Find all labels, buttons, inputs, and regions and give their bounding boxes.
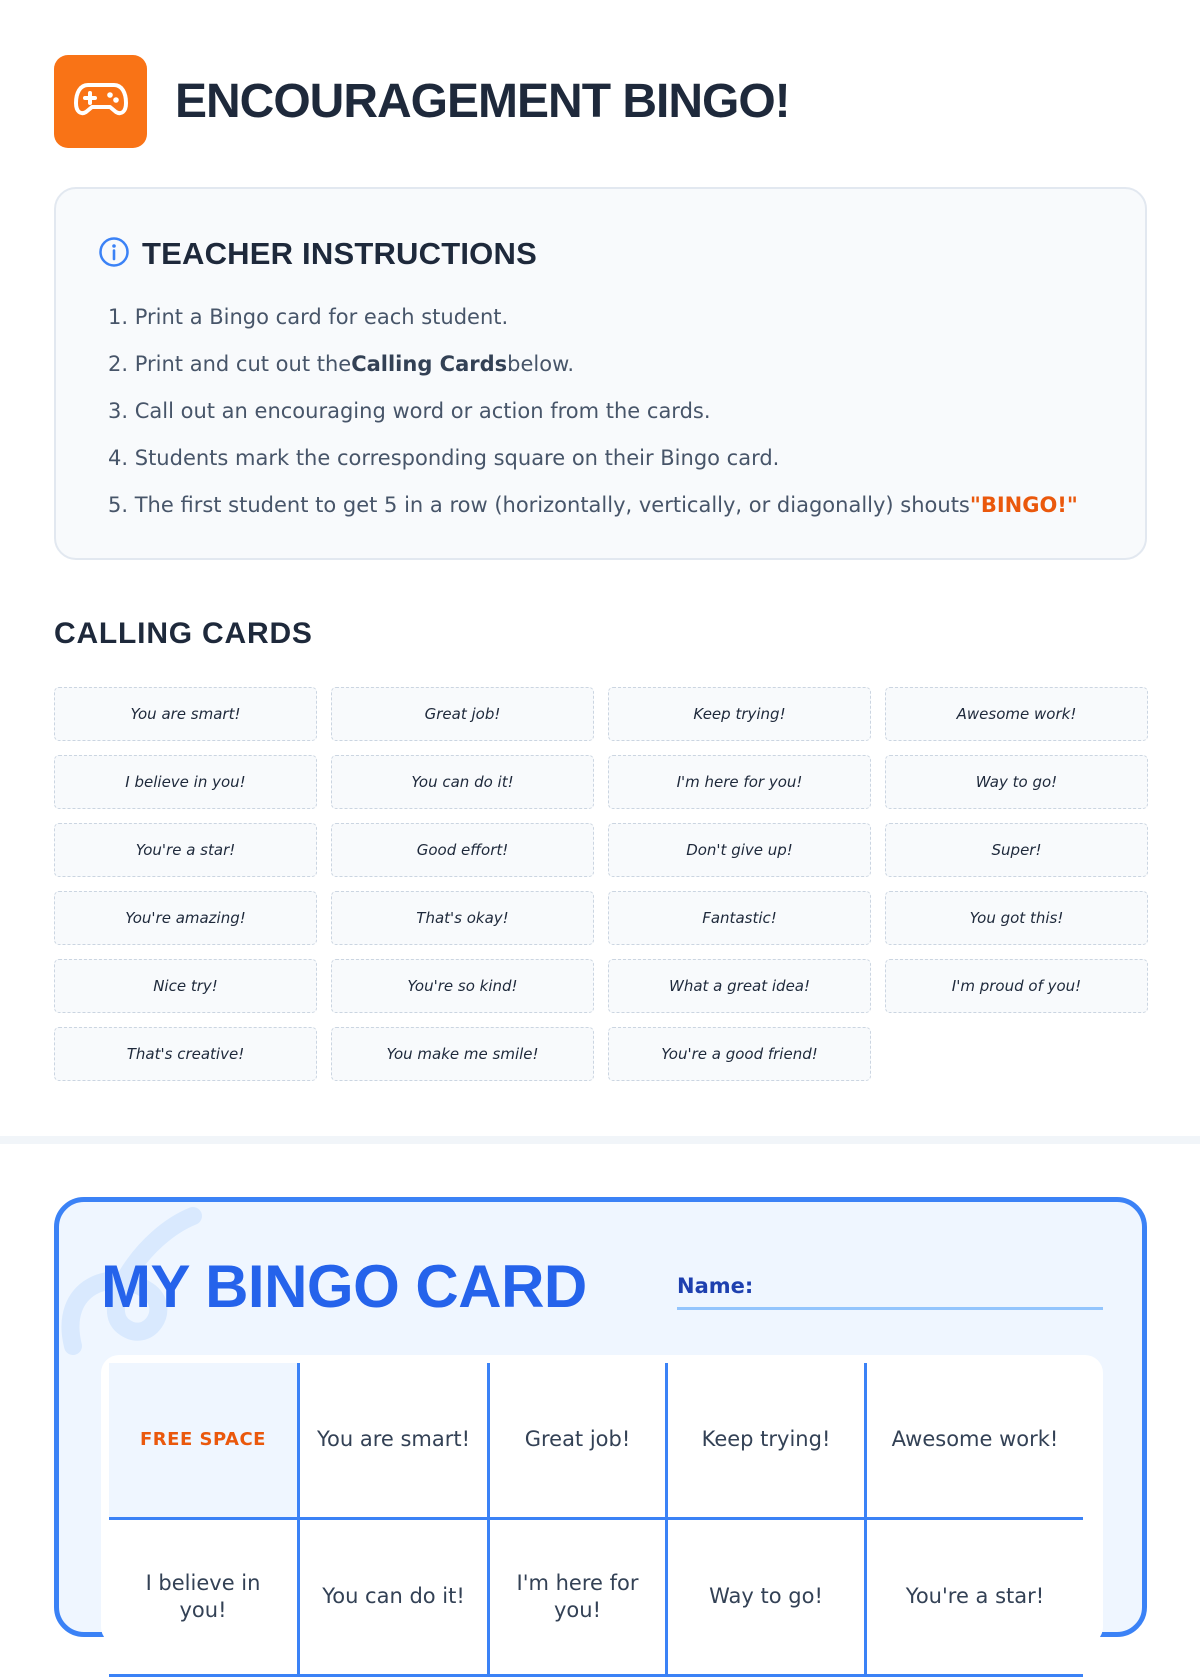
bingo-cell[interactable]: I believe in you! [109,1520,300,1677]
bingo-cell-free-space[interactable]: FREE SPACE [109,1363,300,1520]
bingo-card-title: MY BINGO CARD [101,1253,587,1320]
calling-cards-title: CALLING CARDS [54,617,313,650]
calling-card: That's creative! [54,1027,317,1081]
calling-card: I'm proud of you! [885,959,1148,1013]
page-title: ENCOURAGEMENT BINGO! [175,74,790,128]
calling-card: Way to go! [885,755,1148,809]
calling-card: You make me smile! [331,1027,594,1081]
teacher-instructions-panel [54,187,1147,560]
section-divider [0,1136,1200,1144]
calling-card: Fantastic! [608,891,871,945]
info-icon [98,236,130,272]
instruction-step: 5. The first student to get 5 in a row (horizontally, vertically, or diagonally) shouts "BINGO!" [108,492,1078,517]
bingo-cell[interactable]: Awesome work! [867,1363,1083,1520]
calling-card: Keep trying! [608,687,871,741]
instructions-heading [98,235,1105,273]
calling-card: You are smart! [54,687,317,741]
bingo-highlight: "BINGO!" [969,492,1078,517]
calling-cards-grid [54,687,1147,1081]
gamepad-icon [74,79,128,123]
bingo-cell[interactable]: I'm here for you! [490,1520,668,1677]
bingo-cell[interactable]: You are smart! [300,1363,490,1520]
instructions-title: TEACHER INSTRUCTIONS [142,236,537,271]
page-header [54,54,790,148]
calling-card: Nice try! [54,959,317,1013]
calling-card: You're amazing! [54,891,317,945]
name-field[interactable] [677,1270,1103,1310]
bingo-card [54,1197,1147,1637]
calling-card: You're a star! [54,823,317,877]
calling-card: I believe in you! [54,755,317,809]
bingo-grid-container [101,1355,1103,1645]
calling-card: Great job! [331,687,594,741]
calling-card: Don't give up! [608,823,871,877]
calling-card: Awesome work! [885,687,1148,741]
bingo-cell[interactable]: Great job! [490,1363,668,1520]
bingo-cell[interactable]: Way to go! [668,1520,867,1677]
name-label: Name: [677,1274,754,1298]
bingo-cell[interactable]: Keep trying! [668,1363,867,1520]
calling-card: Good effort! [331,823,594,877]
instruction-step: 4. Students mark the corresponding square on their Bingo card. [108,445,780,470]
instruction-step: 2. Print and cut out the Calling Cards below. [108,351,575,376]
calling-card: What a great idea! [608,959,871,1013]
calling-card: You can do it! [331,755,594,809]
calling-card: Super! [885,823,1148,877]
calling-card: You're a good friend! [608,1027,871,1081]
instruction-step: 3. Call out an encouraging word or action from the cards. [108,398,711,423]
instruction-step: 1. Print a Bingo card for each student. [108,304,509,329]
calling-card: That's okay! [331,891,594,945]
bingo-cell[interactable]: You're a star! [867,1520,1083,1677]
logo-badge [54,55,147,148]
bingo-grid [109,1363,1095,1677]
calling-card: You're so kind! [331,959,594,1013]
calling-card: I'm here for you! [608,755,871,809]
bingo-cell[interactable]: You can do it! [300,1520,490,1677]
instructions-list [98,293,1105,528]
calling-card: You got this! [885,891,1148,945]
